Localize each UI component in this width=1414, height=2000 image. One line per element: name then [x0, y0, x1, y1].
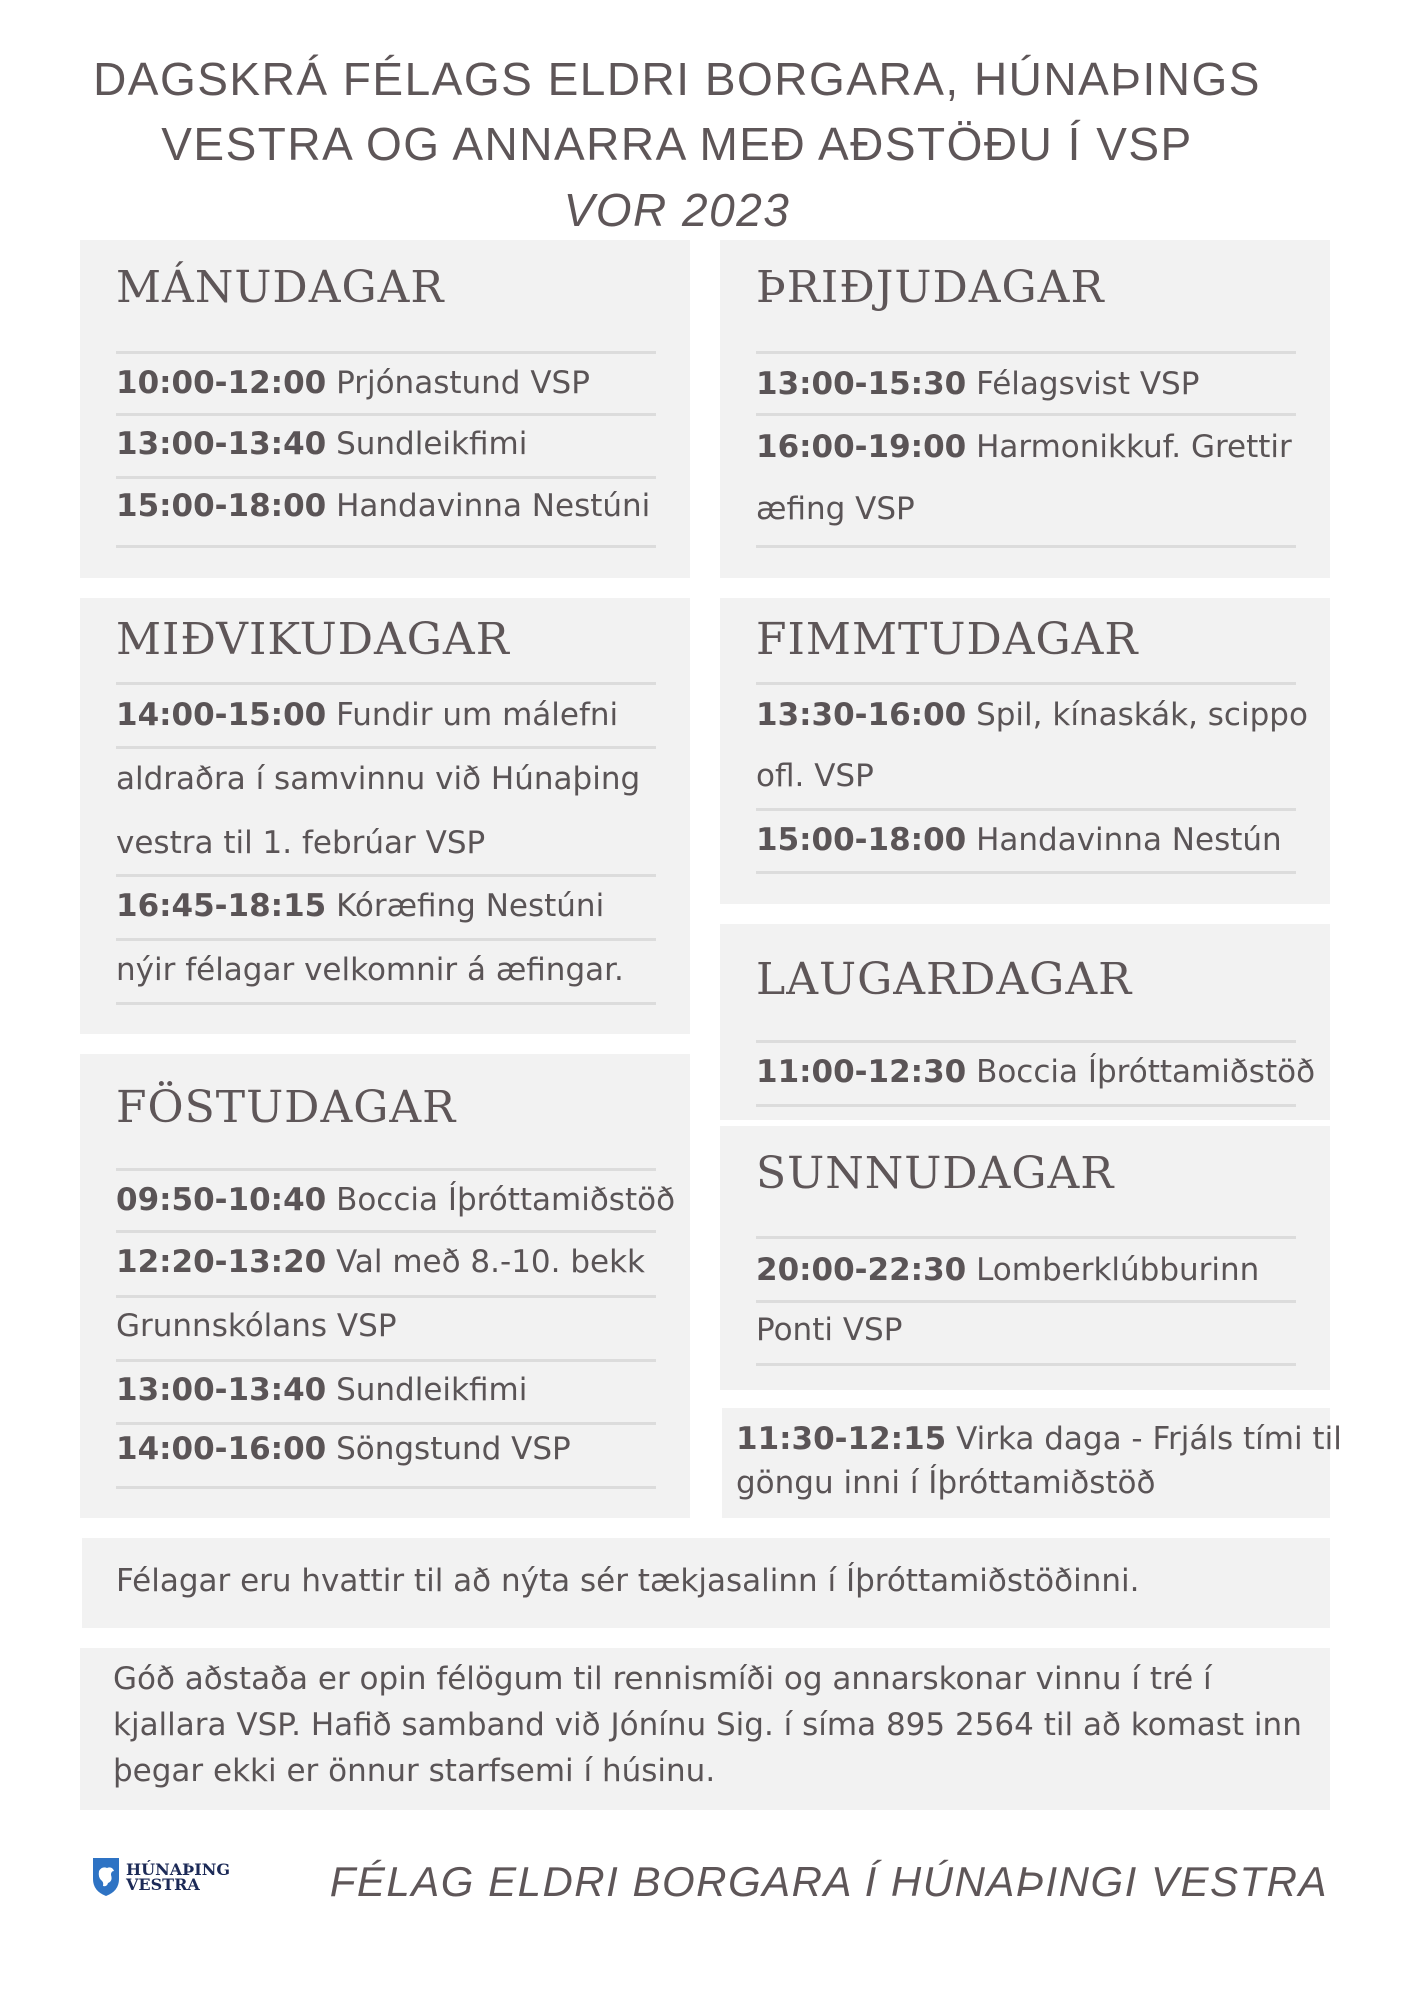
- schedule-row: [756, 1252, 1259, 1288]
- activity: Kóræfing Nestúni: [326, 888, 605, 924]
- wednesday-box: [80, 598, 690, 1034]
- schedule-row: [756, 1312, 902, 1348]
- activity: nýir félagar velkomnir á æfingar.: [116, 952, 624, 988]
- schedule-row: [116, 1372, 527, 1408]
- coat-of-arms-icon: [92, 1857, 120, 1897]
- divider: [756, 351, 1296, 354]
- schedule-row: [116, 888, 604, 924]
- schedule-row: [116, 761, 640, 797]
- divider: [756, 1040, 1296, 1043]
- schedule-row: [756, 366, 1199, 402]
- activity: Spil, kínaskák, scippo: [966, 697, 1308, 733]
- workshop-note-box: [80, 1648, 1330, 1810]
- time-range: 15:00-18:00: [116, 488, 327, 524]
- time-range: 12:20-13:20: [116, 1244, 327, 1280]
- activity: Fundir um málefni: [326, 697, 619, 733]
- time-range: 16:45-18:15: [116, 888, 327, 924]
- workshop-note-line-1: Góð aðstaða er opin félögum til rennismíði og annarskonar vinnu í tré í: [113, 1661, 1212, 1697]
- divider: [756, 1104, 1296, 1107]
- gym-note-box: [82, 1538, 1330, 1628]
- time-range: 11:00-12:30: [756, 1054, 967, 1090]
- activity: Virka daga - Frjáls tími til: [946, 1421, 1342, 1457]
- schedule-row: [116, 1431, 571, 1467]
- friday-box: [80, 1054, 690, 1518]
- divider: [116, 1486, 656, 1489]
- time-range: 20:00-22:30: [756, 1252, 967, 1288]
- page-title-line-1: DAGSKRÁ FÉLAGS ELDRI BORGARA, HÚNAÞINGS: [93, 53, 1261, 105]
- schedule-row: [116, 825, 485, 861]
- activity: Val með 8.-10. bekk: [326, 1244, 645, 1280]
- schedule-row: [116, 1182, 675, 1218]
- workshop-note-line-2: kjallara VSP. Hafið samband við Jónínu Sig. í síma 895 2564 til að komast inn: [113, 1707, 1302, 1743]
- time-range: 09:50-10:40: [116, 1182, 327, 1218]
- time-range: 13:00-13:40: [116, 1372, 327, 1408]
- gym-note-text: Félagar eru hvattir til að nýta sér tækjasalinn í Íþróttamiðstöðinni.: [116, 1563, 1140, 1599]
- schedule-row: [116, 952, 624, 988]
- divider: [116, 476, 656, 479]
- divider: [116, 1295, 656, 1298]
- wednesday-heading: MIÐVIKUDAGAR: [116, 614, 510, 665]
- activity: Boccia Íþróttamiðstöð: [966, 1054, 1316, 1090]
- activity: Lomberklúbburinn: [966, 1252, 1260, 1288]
- divider: [756, 1363, 1296, 1366]
- schedule-row: [756, 697, 1308, 733]
- schedule-row: [116, 697, 618, 733]
- divider: [116, 413, 656, 416]
- activity: göngu inni í Íþróttamiðstöð: [736, 1465, 1156, 1501]
- divider: [116, 1359, 656, 1362]
- time-range: 11:30-12:15: [736, 1421, 947, 1457]
- divider: [116, 1230, 656, 1233]
- divider: [756, 1300, 1296, 1303]
- divider: [756, 682, 1296, 685]
- divider: [116, 874, 656, 877]
- time-range: 14:00-16:00: [116, 1431, 327, 1467]
- divider: [756, 871, 1296, 874]
- divider: [756, 808, 1296, 811]
- activity: Harmonikkuf. Grettir: [966, 429, 1292, 465]
- logo: [92, 1857, 230, 1897]
- schedule-row: [756, 822, 1282, 858]
- divider: [756, 1236, 1296, 1239]
- tuesday-heading: ÞRIÐJUDAGAR: [756, 262, 1105, 313]
- schedule-row: [116, 365, 590, 401]
- activity: Prjónastund VSP: [326, 365, 590, 401]
- time-range: 14:00-15:00: [116, 697, 327, 733]
- divider: [116, 1168, 656, 1171]
- divider: [116, 351, 656, 354]
- logo-line-1: HÚNAÞING: [126, 1860, 230, 1879]
- sunday-heading: SUNNUDAGAR: [756, 1148, 1115, 1199]
- weekday-note-line-2: [736, 1465, 1155, 1501]
- divider: [116, 746, 656, 749]
- schedule-row: [116, 488, 650, 524]
- activity: Sundleikfimi: [326, 426, 528, 462]
- activity: æfing VSP: [756, 491, 915, 527]
- divider: [116, 1002, 656, 1005]
- divider: [116, 545, 656, 548]
- activity: Ponti VSP: [756, 1312, 903, 1348]
- friday-heading: FÖSTUDAGAR: [116, 1082, 457, 1133]
- schedule-row: [756, 429, 1292, 465]
- thursday-box: [720, 598, 1330, 904]
- schedule-row: [756, 491, 915, 527]
- activity: ofl. VSP: [756, 758, 874, 794]
- thursday-heading: FIMMTUDAGAR: [756, 614, 1139, 665]
- divider: [756, 545, 1296, 548]
- divider: [116, 682, 656, 685]
- time-range: 15:00-18:00: [756, 822, 967, 858]
- schedule-row: [756, 1054, 1315, 1090]
- saturday-box: [720, 924, 1330, 1120]
- page-subtitle: VOR 2023: [563, 184, 791, 236]
- time-range: 13:30-16:00: [756, 697, 967, 733]
- saturday-heading: LAUGARDAGAR: [756, 954, 1133, 1005]
- schedule-row: [116, 426, 527, 462]
- time-range: 10:00-12:00: [116, 365, 327, 401]
- weekday-note-box: [722, 1408, 1342, 1518]
- activity: vestra til 1. febrúar VSP: [116, 825, 486, 861]
- activity: Félagsvist VSP: [966, 366, 1200, 402]
- activity: Boccia Íþróttamiðstöð: [326, 1182, 676, 1218]
- tuesday-box: [720, 240, 1330, 578]
- footer-organization: FÉLAG ELDRI BORGARA Í HÚNAÞINGI VESTRA: [329, 1858, 1328, 1905]
- schedule-row: [116, 1244, 645, 1280]
- weekday-note-line-1: [736, 1421, 1342, 1457]
- divider: [116, 938, 656, 941]
- activity: Söngstund VSP: [326, 1431, 571, 1467]
- monday-heading: MÁNUDAGAR: [116, 262, 445, 313]
- activity: Handavinna Nestúni: [326, 488, 651, 524]
- logo-text: [126, 1862, 230, 1892]
- schedule-row: [756, 758, 874, 794]
- time-range: 16:00-19:00: [756, 429, 967, 465]
- sunday-box: [720, 1126, 1330, 1390]
- divider: [756, 413, 1296, 416]
- activity: Handavinna Nestún: [966, 822, 1282, 858]
- activity: aldraðra í samvinnu við Húnaþing: [116, 761, 641, 797]
- activity: Sundleikfimi: [326, 1372, 528, 1408]
- time-range: 13:00-15:30: [756, 366, 967, 402]
- page-title-line-2: VESTRA OG ANNARRA MEÐ AÐSTÖÐU Í VSP: [161, 118, 1193, 170]
- time-range: 13:00-13:40: [116, 426, 327, 462]
- logo-line-2: VESTRA: [126, 1875, 200, 1894]
- divider: [116, 1422, 656, 1425]
- activity: Grunnskólans VSP: [116, 1308, 397, 1344]
- monday-box: [80, 240, 690, 578]
- schedule-row: [116, 1308, 397, 1344]
- workshop-note-line-3: þegar ekki er önnur starfsemi í húsinu.: [113, 1753, 716, 1789]
